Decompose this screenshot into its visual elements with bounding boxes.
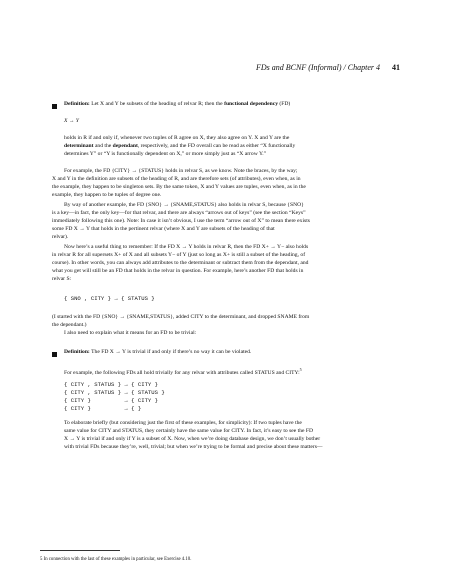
para-another-1: By way of another example, the FD {SNO} → {SNAME,STATUS} also holds in relvar S, because {SNO} xyxy=(64,202,304,208)
bullet-icon xyxy=(52,104,57,109)
para-elaborate-3: X → Y is trivial if and only if Y is a subset of X. Now, when we’re doing database design, we don’t usually bother xyxy=(64,436,321,442)
para-started-2: the dependant.) xyxy=(52,322,87,328)
code-line: { CITY } → { } xyxy=(64,405,142,412)
para-another-3: immediately following this one). Note: In case it isn’t obvious, I use the term “arrow out of X” to mean there exists xyxy=(52,218,310,224)
para-useful-2: in relvar R for all supersets X+ of X and all subsets Y− of Y (just so long as X+ is still a subset of the heading, of xyxy=(52,252,306,258)
definition-label: Definition: xyxy=(64,349,90,355)
para-useful-5: relvar S: xyxy=(52,276,72,282)
para-elaborate-4: with trivial FDs because they’re, well, trivial; but when we’re trying to be formal and precise about these matters— xyxy=(64,444,323,450)
para-useful-3: course). In other words, you can always add attributes to the determinant or subtract them from the dependant, and xyxy=(52,260,309,266)
code-example: { SNO , CITY } → { STATUS } xyxy=(64,295,155,302)
definition-body-2: determinant and the dependant, respectively, and the FD overall can be read as either “X functionally xyxy=(64,143,296,149)
definition-trivial: Definition: The FD X → Y is trivial if and only if there’s no way it can be violated. xyxy=(64,349,252,355)
para-another-2: is a key—in fact, the only key—for that relvar, and there are always “arrows out of keys” (see the section “Keys” xyxy=(52,210,306,216)
bullet-icon xyxy=(52,352,57,357)
code-line: { CITY , STATUS } → { STATUS } xyxy=(64,389,165,396)
code-line: { CITY } → { CITY } xyxy=(64,397,158,404)
header-title: FDs and BCNF (Informal) / Chapter 4 xyxy=(256,63,380,72)
para-example-3: the example, they happen to be singleton sets. By the same token, X and Y values are tuples, even when, as in the xyxy=(52,184,306,190)
footnote: 5 In connection with the last of these examples in particular, see Exercise 4.10. xyxy=(40,557,192,562)
page-number: 41 xyxy=(392,63,400,72)
definition-trivial-followup: For example, the following FDs all hold trivially for any relvar with attributes called STATUS and CITY:$^5$ xyxy=(64,367,302,376)
definition-body-1: holds in R if and only if, whenever two tuples of R agree on X, they also agree on Y. X and Y are the xyxy=(64,135,290,141)
definition-label: Definition: xyxy=(64,101,90,107)
para-elaborate-2: same value for CITY and STATUS, they certainly have the same value for CITY. In fact, it’s easy to see the FD xyxy=(64,428,314,434)
definition-body-3: determines Y” or “Y is functionally dependent on X,” or more simply just as “X arrow Y.” xyxy=(64,151,267,157)
definition-fd: Definition: Let X and Y be subsets of the heading of relvar R; then the functional dependency (FD) xyxy=(64,101,291,107)
para-another-5: relvar). xyxy=(52,234,69,240)
definition-term: functional dependency xyxy=(224,101,279,107)
footnote-ref: 5 xyxy=(299,367,302,372)
para-another-4: some FD X → Y that holds in the pertinent relvar (where X and Y are subsets of the heading of that xyxy=(52,226,275,232)
para-started-1: (I started with the FD {SNO} → {SNAME,STATUS}, added CITY to the determinant, and dropped SNAME from xyxy=(52,314,310,320)
para-started-3: I also need to explain what it means for an FD to be trivial: xyxy=(64,330,197,336)
para-example-1: For example, the FD {CITY} → {STATUS} holds in relvar S, as we know. Note the braces, by the way; xyxy=(64,168,298,174)
running-header xyxy=(256,63,400,72)
footnote-divider xyxy=(40,550,120,551)
para-useful-4: what you get will still be an FD that holds in the relvar in question. For example, here’s another FD that holds in xyxy=(52,268,304,274)
code-line: { CITY , STATUS } → { CITY } xyxy=(64,381,158,388)
para-example-2: X and Y in the definition are subsets of the heading of R, and are therefore sets (of attributes), even when, as in xyxy=(52,176,301,182)
para-example-4: example, they happen to be tuples of degree one. xyxy=(52,192,162,198)
para-useful-1: Now here’s a useful thing to remember: If the FD X → Y holds in relvar R, then the FD X+ → Y− also holds xyxy=(64,244,309,250)
fd-formula: X → Y xyxy=(64,118,79,124)
para-elaborate-1: To elaborate briefly (but considering just the first of these examples, for simplicity): If two tuples have the xyxy=(64,420,302,426)
